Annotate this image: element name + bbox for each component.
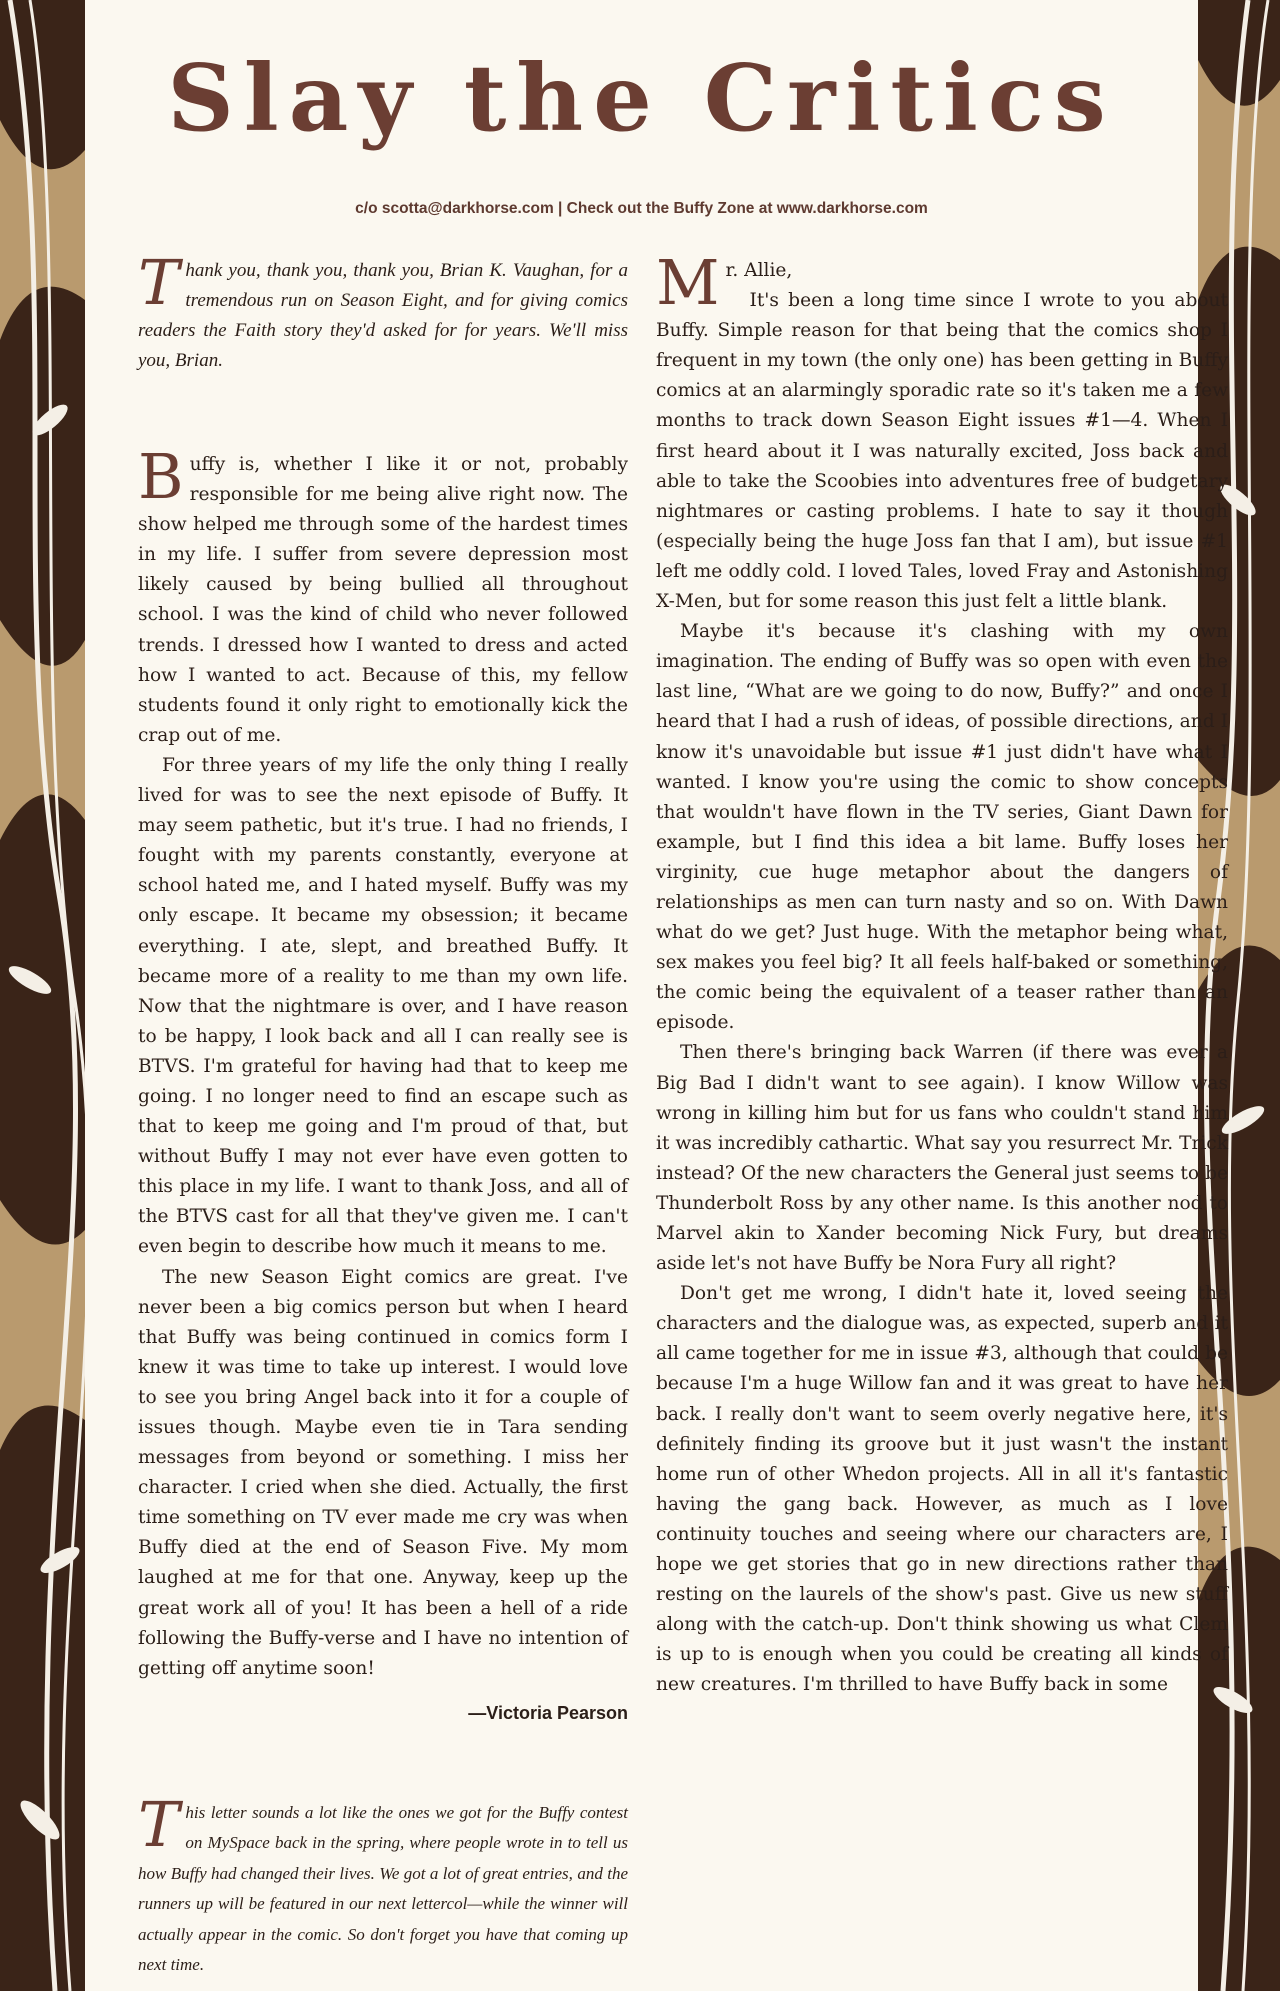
editor-note-text: his letter sounds a lot like the ones we got for the Buffy contest on MySpace back in the spring, where people wrote in to tell us how Buffy had changed their lives. We got a lot of great entries, and the runners up will be featured in our next lettercol—while the winner will actually appear in the comic. So don't forget you have that coming up next time. [138, 1802, 628, 1975]
letter-paragraph: It's been a long time since I wrote to you about Buffy. Simple reason for that being that the comics shop I frequent in my town (the only one) has been getting in Buffy comics at an alarmingly sporadic rate so it's taken me a few months to track down Season Eight issues #1—4. When I first heard about it I was naturally excited, Joss back and able to take the Scoobies into adventures free of budgetary nightmares or casting problems. I hate to say it though (especially being the huge Joss fan that I am), but issue #1 left me oddly cold. I loved Tales, loved Fray and Astonishing X-Men, but for some reason this just felt a little blank. [656, 290, 1228, 613]
left-column [138, 246, 628, 1981]
page-title: Slay the Critics [167, 44, 1116, 152]
letter-paragraph: Don't get me wrong, I didn't hate it, loved seeing the characters and the dialogue was, as expected, superb and it all came together for me in issue #3, although that could be because I'm a huge Willow fan and it was great to have her back. I really don't want to seem overly negative here, it's definitely finding its groove but it just wasn't the instant home run of other Whedon projects. All in all it's fantastic having the gang back. However, as much as I love continuity touches and seeing where our characters are, I hope we get stories that go in new directions rather than resting on the laurels of the show's past. Give us new stuff along with the catch-up. Don't think showing us what Clem is up to is enough when you could be creating all kinds of new creatures. I'm thrilled to have Buffy back in some [656, 1283, 1228, 1696]
letters-page [85, 0, 1228, 1991]
editor-note-text: hank you, thank you, thank you, Brian K. Vaughan, for a tremendous run on Season Eight, and for giving comics readers the Faith story they'd asked for for years. We'll miss you, Brian. [138, 260, 628, 371]
drop-cap: B [138, 440, 184, 513]
letter-paragraph: Maybe it's because it's clashing with my own imagination. The ending of Buffy was so open with even the last line, “What are we going to do now, Buffy?” and once I heard that I had a rush of ideas, of possible directions, and I know it's unavoidable but issue #1 just didn't have what I wanted. I know you're using the comic to show concepts that wouldn't have flown in the TV series, Giant Dawn for example, but I find this idea a bit lame. Buffy loses her virginity, cue huge metaphor about the dangers of relationships as men can turn nasty and so on. With Dawn what do we get? Just huge. With the metaphor being what, sex makes you feel big? It all feels half-baked or something, the comic being the equivalent of a teaser rather than an episode. [656, 621, 1228, 1034]
letter-paragraph: For three years of my life the only thing I really lived for was to see the next episode of Buffy. It may seem pathetic, but it's true. I had no friends, I fought with my parents constantly, everyone at school hated me, and I hated myself. Buffy was my only escape. It became my obsession; it became everything. I ate, slept, and breathed Buffy. It became more of a reality to me than my own life. Now that the nightmare is over, and I have reason to be happy, I look back and all I can really see is BTVS. I'm grateful for having had that to keep me going. I no longer need to find an escape such as that to keep me going and I'm proud of that, but without Buffy I may not ever have even gotten to this place in my life. I want to thank Joss, and all of the BTVS cast for all that they've given me. I can't even begin to describe how much it means to me. [138, 754, 628, 1258]
right-column [656, 246, 1228, 1701]
letter-signature: —Victoria Pearson [468, 1702, 628, 1723]
drop-cap: M [656, 246, 720, 319]
letter-paragraph: The new Season Eight comics are great. I've never been a big comics person but when I heard that Buffy was being continued in comics form I knew it was time to take up interest. I would love to see you bring Angel back into it for a couple of issues though. Maybe even tie in Tara sending messages from beyond or something. I miss her character. I cried when she died. Actually, the first time something on TV ever made me cry was when Buffy died at the end of Season Five. My mom laughed at me for that one. Anyway, keep up the great work all of you! It has been a hell of a ride following the Buffy-verse and I have no intention of getting off anytime soon! [138, 1266, 628, 1679]
drop-cap: T [138, 246, 180, 319]
drop-cap: T [138, 1787, 180, 1861]
letter-salutation: Mr. Allie, [656, 246, 793, 319]
letter-paragraph: Then there's bringing back Warren (if there was ever a Big Bad I didn't want to see again). I know Willow was wrong in killing him but for us fans who couldn't stand him it was incredibly cathartic. What say you resurrect Mr. Trick instead? Of the new characters the General just seems to be Thunderbolt Ross by any other name. Is this another nod to Marvel akin to Xander becoming Nick Fury, but dreams aside let's not have Buffy be Nora Fury all right? [656, 1042, 1228, 1275]
contact-line: c/o scotta@darkhorse.com | Check out the Buffy Zone at www.darkhorse.com [355, 200, 928, 217]
editor-note-faith [138, 246, 628, 376]
editor-note-contest [138, 1787, 628, 1981]
decorative-border-left [0, 0, 85, 1991]
letter-paragraph: Buffy is, whether I like it or not, probably responsible for me being alive right now. The show helped me through some of the hardest times in my life. I suffer from severe depression most likely caused by being bullied all throughout school. I was the kind of child who never followed trends. I dressed how I wanted to dress and acted how I wanted to act. Because of this, my fellow students found it only right to emotionally kick the crap out of me. [138, 440, 628, 746]
